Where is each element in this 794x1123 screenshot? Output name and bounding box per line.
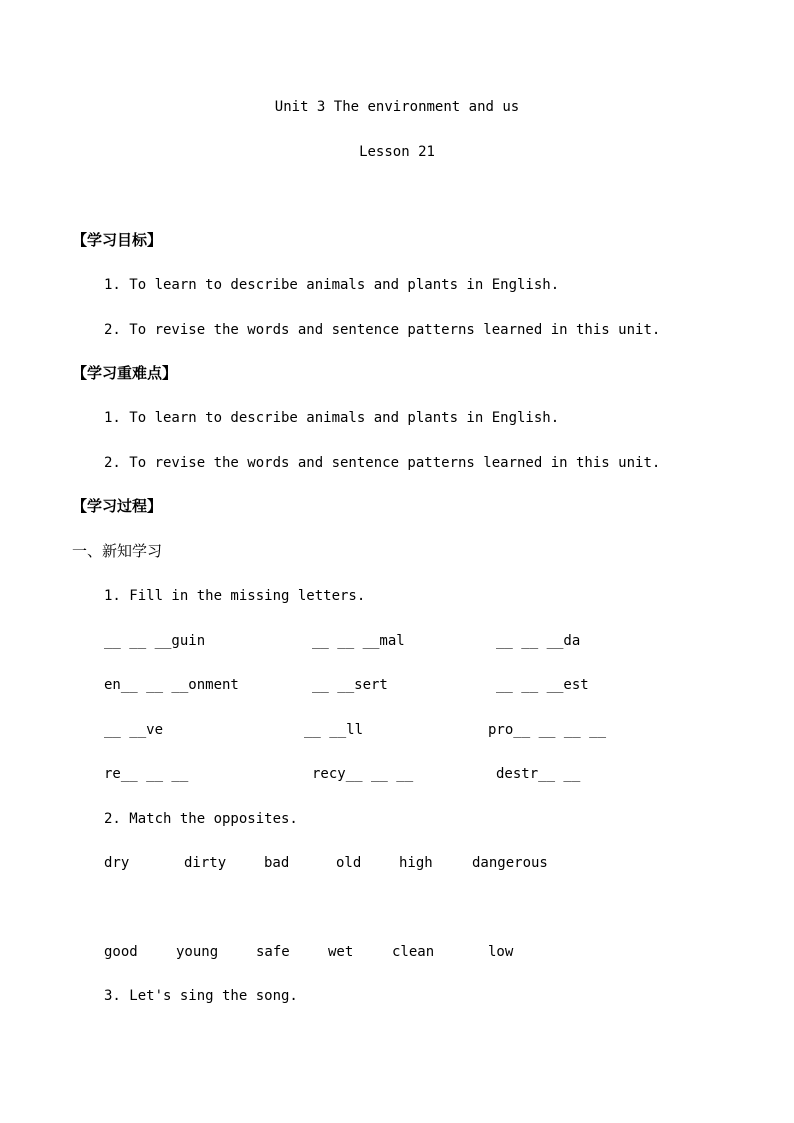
fill-blank-cell: __ __ll [304,722,364,738]
task3-instruction: 3. Let's sing the song. [104,988,298,1004]
goals-item: 1. To learn to describe animals and plants in English. [104,277,560,293]
goals-heading: 【学习目标】 [72,231,163,249]
page-subtitle: Lesson 21 [359,144,435,160]
fill-blank-cell: __ __ __mal [312,633,405,649]
fill-blank-cell: __ __ __est [496,677,589,693]
match-word-top: bad [264,855,290,871]
page-title: Unit 3 The environment and us [274,99,520,115]
keypoints-item: 2. To revise the words and sentence patterns learned in this unit. [104,455,661,471]
match-word-bottom: wet [328,944,354,960]
fill-blank-cell: recy__ __ __ [312,766,414,782]
match-word-top: old [336,855,362,871]
match-word-bottom: young [176,944,219,960]
fill-blank-cell: __ __ve [104,722,164,738]
fill-blank-cell: destr__ __ [496,766,581,782]
match-word-top: dirty [184,855,227,871]
keypoints-item: 1. To learn to describe animals and plants in English. [104,410,560,426]
task1-instruction: 1. Fill in the missing letters. [104,588,366,604]
fill-blank-cell: pro__ __ __ __ [488,722,607,738]
match-word-top: dry [104,855,130,871]
fill-blank-cell: re__ __ __ [104,766,189,782]
keypoints-heading: 【学习重难点】 [72,364,178,382]
match-word-bottom: low [488,944,514,960]
fill-blank-cell: __ __ __guin [104,633,206,649]
fill-blank-cell: __ __ __da [496,633,581,649]
match-word-top: dangerous [472,855,548,871]
match-word-bottom: good [104,944,138,960]
goals-item: 2. To revise the words and sentence patterns learned in this unit. [104,322,661,338]
task2-instruction: 2. Match the opposites. [104,811,298,827]
match-word-bottom: clean [392,944,435,960]
match-word-top: high [399,855,433,871]
part-one-heading: 一、新知学习 [72,542,163,560]
process-heading: 【学习过程】 [72,497,163,515]
match-word-bottom: safe [256,944,290,960]
fill-blank-cell: __ __sert [312,677,388,693]
fill-blank-cell: en__ __ __onment [104,677,239,693]
